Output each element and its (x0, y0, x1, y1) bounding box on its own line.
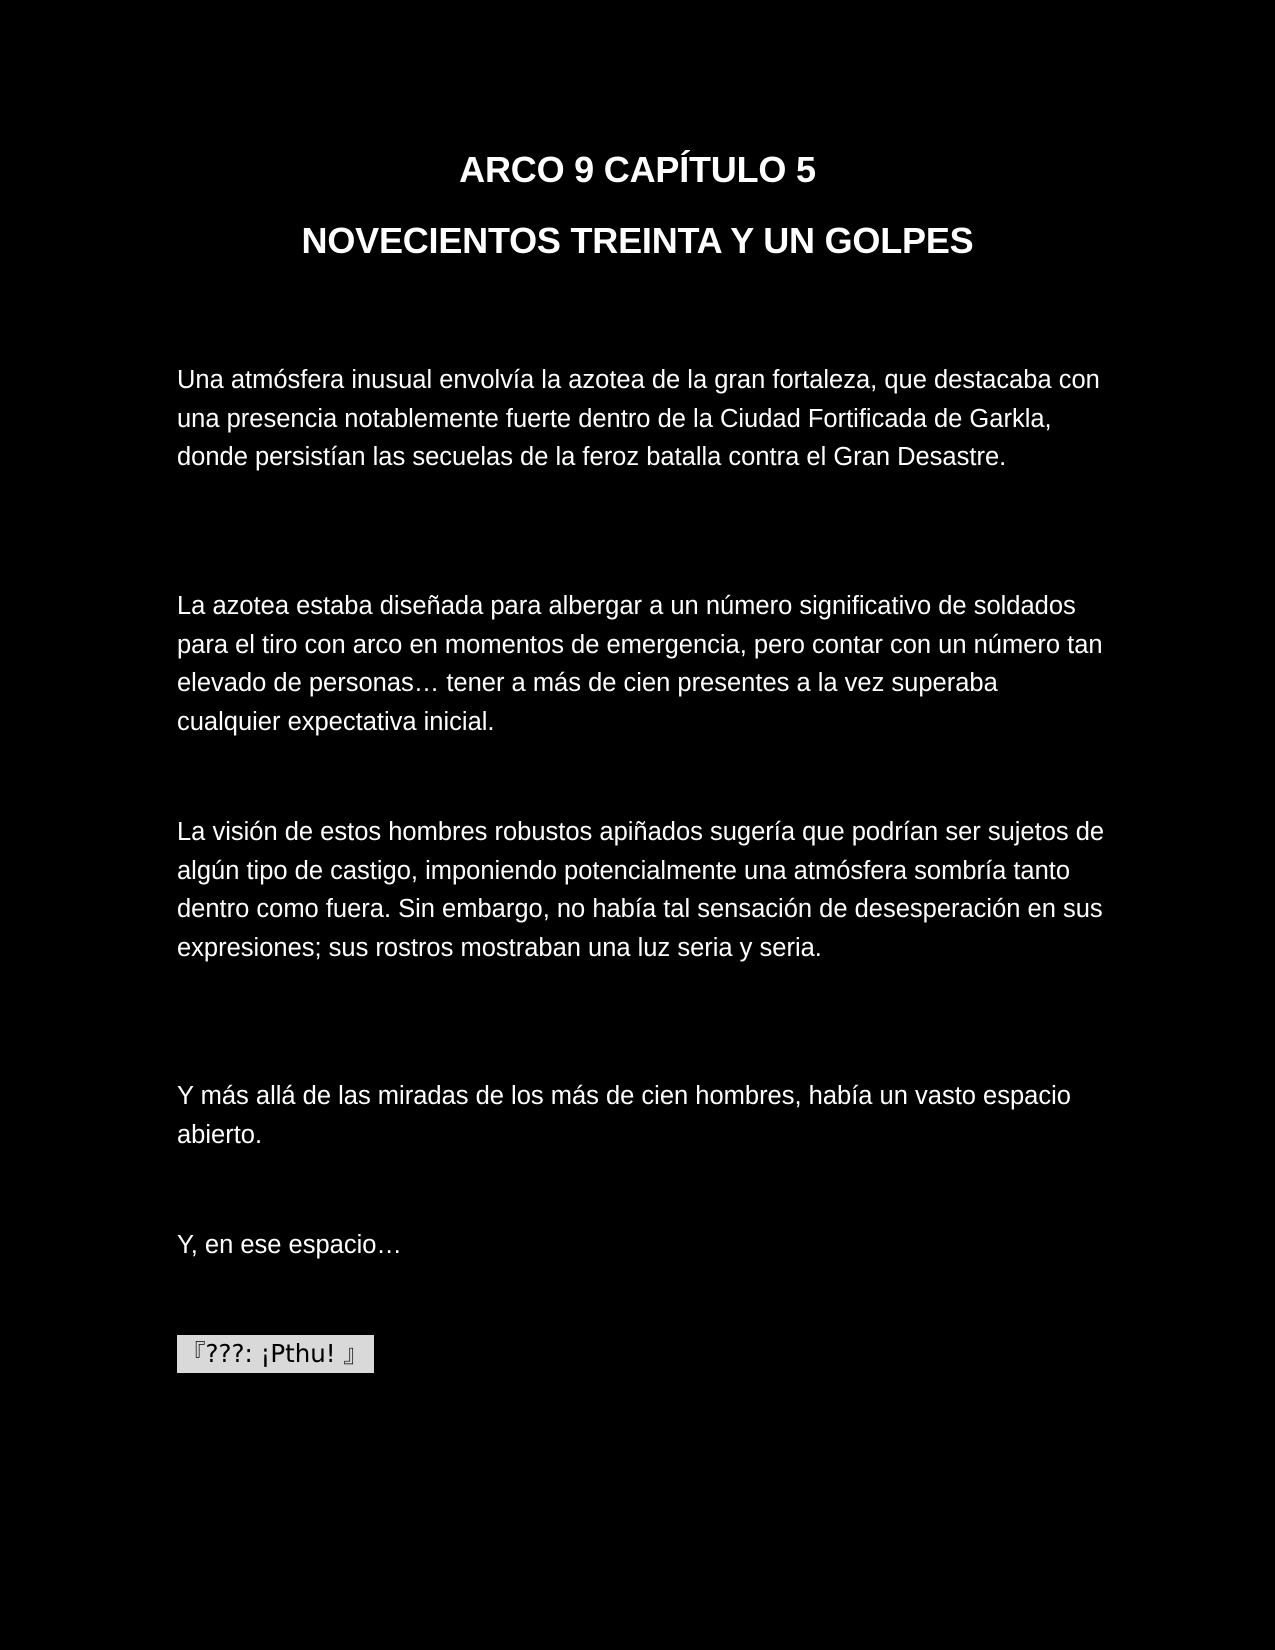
paragraph: Una atmósfera inusual envolvía la azotea de la gran fortaleza, que destacaba con una presencia notablemente fuerte dentro de la Ciudad Fortificada de Garkla, donde persistían las secuelas de la feroz batalla contra el Gran Desastre. (177, 366, 1100, 471)
paragraph: Y más allá de las miradas de los más de cien hombres, había un vasto espacio abierto. (177, 1082, 1071, 1149)
chapter-title (0, 148, 1275, 263)
chapter-number: ARCO 9 CAPÍTULO 5 (459, 149, 816, 190)
highlighted-dialogue: 『???: ¡Pthu! 』 (177, 1335, 374, 1373)
paragraph: Y, en ese espacio… (177, 1231, 402, 1259)
paragraph: La visión de estos hombres robustos apiñados sugería que podrían ser sujetos de algún tipo de castigo, imponiendo potencialmente una atmósfera sombría tanto dentro como fuera. Sin embargo, no había tal sensación de desesperación en sus expresiones; sus rostros mostraban una luz seria y seria. (177, 818, 1105, 962)
paragraph: La azotea estaba diseñada para albergar a un número significativo de soldados para el tiro con arco en momentos de emergencia, pero contar con un número tan elevado de personas… tener a más de cien presentes a la vez superaba cualquier expectativa inicial. (177, 592, 1103, 736)
chapter-name: NOVECIENTOS TREINTA Y UN GOLPES (301, 220, 974, 261)
